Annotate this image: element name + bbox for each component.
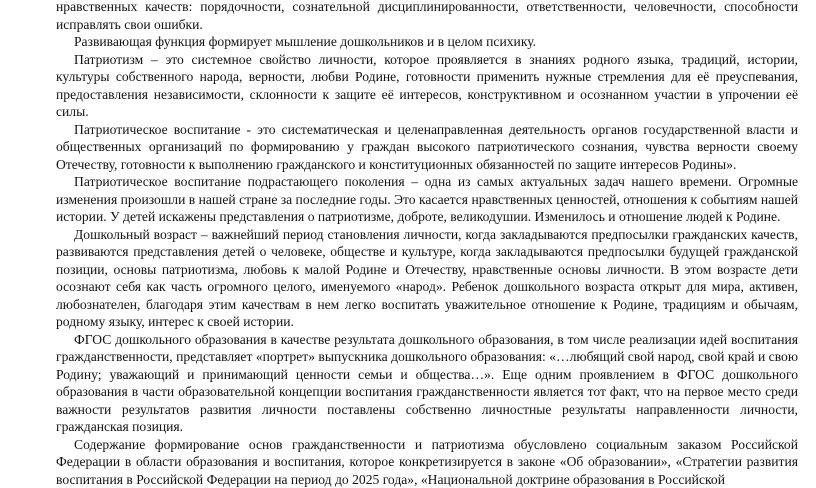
paragraph-moral-qualities: нравственных качеств: порядочности, сознательной дисциплинированности, ответственности, человечности, способности исправлять свои ошибки. xyxy=(56,0,798,33)
paragraph-patriotic-education-definition: Патриотическое воспитание - это систематическая и целенаправленная деятельность органов государственной власти и общественных организаций по формированию у граждан высокого патриотического сознания, чувства верности своему Отечеству, готовности к выполнению гражданского и конституционных обязанностей по защите интересов Родины». xyxy=(56,121,798,174)
paragraph-patriotism-definition: Патриотизм – это системное свойство личности, которое проявляется в знаниях родного языка, традиций, истории, культуры собственного народа, верности, любви Родине, готовности применить нужные стремления для её преуспевания, предоставления независимости, склонности к защите её интересов, конструктивном и осознанном участии в упрочении её силы. xyxy=(56,51,798,121)
document-page xyxy=(56,0,798,488)
paragraph-content-formation: Содержание формирование основ гражданственности и патриотизма обусловлено социальным заказом Российской Федерации в области образования и воспитания, которое конкретизируется в законе «Об образовании», «Стратегии развития воспитания в Российской Федерации на период до 2025 года», «Национальной доктрине образования в Российской xyxy=(56,436,798,488)
paragraph-preschool-age: Дошкольный возраст – важнейший период становления личности, когда закладываются предпосылки гражданских качеств, развиваются представления детей о человеке, обществе и культуре, когда закладываются предпосылки будущей гражданской позиции, основы патриотизма, любовь к малой Родине и Отечеству, нравственные основы личности. В этом возрасте дети осознают себя как часть огромного целого, именуемого «народ». Ребенок дошкольного возраста открыт для мира, активен, любознателен, благодаря этим качествам в нем легко воспитать уважительное отношение к Родине, традициям и обычаям, родному языку, интерес к своей истории. xyxy=(56,226,798,331)
paragraph-developing-function: Развивающая функция формирует мышление дошкольников и в целом психику. xyxy=(56,33,798,51)
paragraph-fgos: ФГОС дошкольного образования в качестве результата дошкольного образования, в том числе реализации идей воспитания гражданственности, представляет «портрет» выпускника дошкольного образования: «…любящий свой народ, свой край и свою Родину; уважающий и принимающий ценности семьи и общества…». Еще одним проявлением в ФГОС дошкольного образования в части образовательной концепции воспитания гражданственности является тот факт, что на первое место среди важности результатов развития личности поставлены собственно личностные результаты направленности личности, гражданская позиция. xyxy=(56,331,798,436)
paragraph-younger-generation: Патриотическое воспитание подрастающего поколения – одна из самых актуальных задач нашего времени. Огромные изменения произошли в нашей стране за последние годы. Это касается нравственных ценностей, отношения к событиям нашей истории. У детей искажены представления о патриотизме, доброте, великодушии. Изменилось и отношение людей к Родине. xyxy=(56,173,798,226)
